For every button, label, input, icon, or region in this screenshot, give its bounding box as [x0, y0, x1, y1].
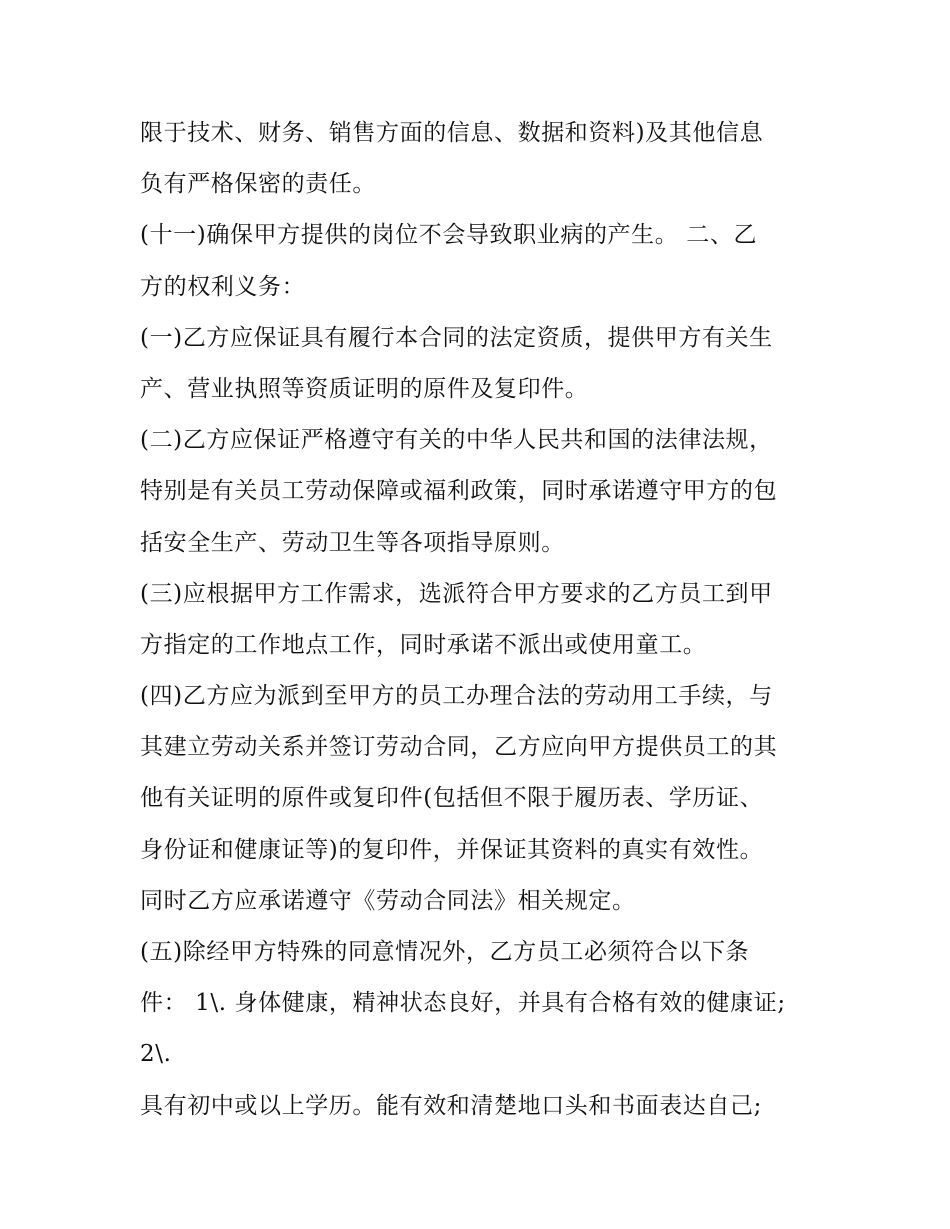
text-line: 具有初中或以上学历。能有效和清楚地口头和书面表达自己;	[140, 1092, 762, 1119]
text-line: (二)乙方应保证严格遵守有关的中华人民共和国的法律法规，	[140, 427, 773, 454]
text-line: 身份证和健康证等)的复印件，并保证其资料的真实有效性。	[140, 836, 764, 863]
text-line: (十一)确保甲方提供的岗位不会导致职业病的产生。 二、乙	[140, 222, 758, 249]
document-body	[140, 108, 840, 1132]
text-line: 2\.	[140, 1041, 172, 1068]
text-line: 负有严格保密的责任。	[140, 171, 376, 198]
text-line: 特别是有关员工劳动保障或福利政策，同时承诺遵守甲方的包	[140, 478, 778, 505]
text-line: 括安全生产、劳动卫生等各项指导原则。	[140, 529, 565, 556]
text-line: 同时乙方应承诺遵守《劳动合同法》相关规定。	[140, 887, 636, 914]
text-line: 方指定的工作地点工作，同时承诺不派出或使用童工。	[140, 631, 707, 658]
text-line: 其建立劳动关系并签订劳动合同，乙方应向甲方提供员工的其	[140, 734, 778, 761]
text-line: 限于技术、财务、销售方面的信息、数据和资料)及其他信息	[140, 120, 764, 146]
text-line: (四)乙方应为派到至甲方的员工办理合法的劳动用工手续，与	[140, 683, 773, 710]
text-line: 方的权利义务：	[140, 273, 306, 300]
text-line: (五)除经甲方特殊的同意情况外，乙方员工必须符合以下条	[140, 939, 750, 965]
text-line: 产、营业执照等资质证明的原件及复印件。	[140, 375, 589, 402]
text-line: 件： 1\. 身体健康，精神状态良好，并具有合格有效的健康证;	[140, 990, 786, 1017]
text-line: (三)应根据甲方工作需求，选派符合甲方要求的乙方员工到甲	[140, 580, 773, 607]
text-line: 他有关证明的原件或复印件(包括但不限于履历表、学历证、	[140, 785, 764, 812]
text-line: (一)乙方应保证具有履行本合同的法定资质，提供甲方有关生	[140, 324, 773, 351]
